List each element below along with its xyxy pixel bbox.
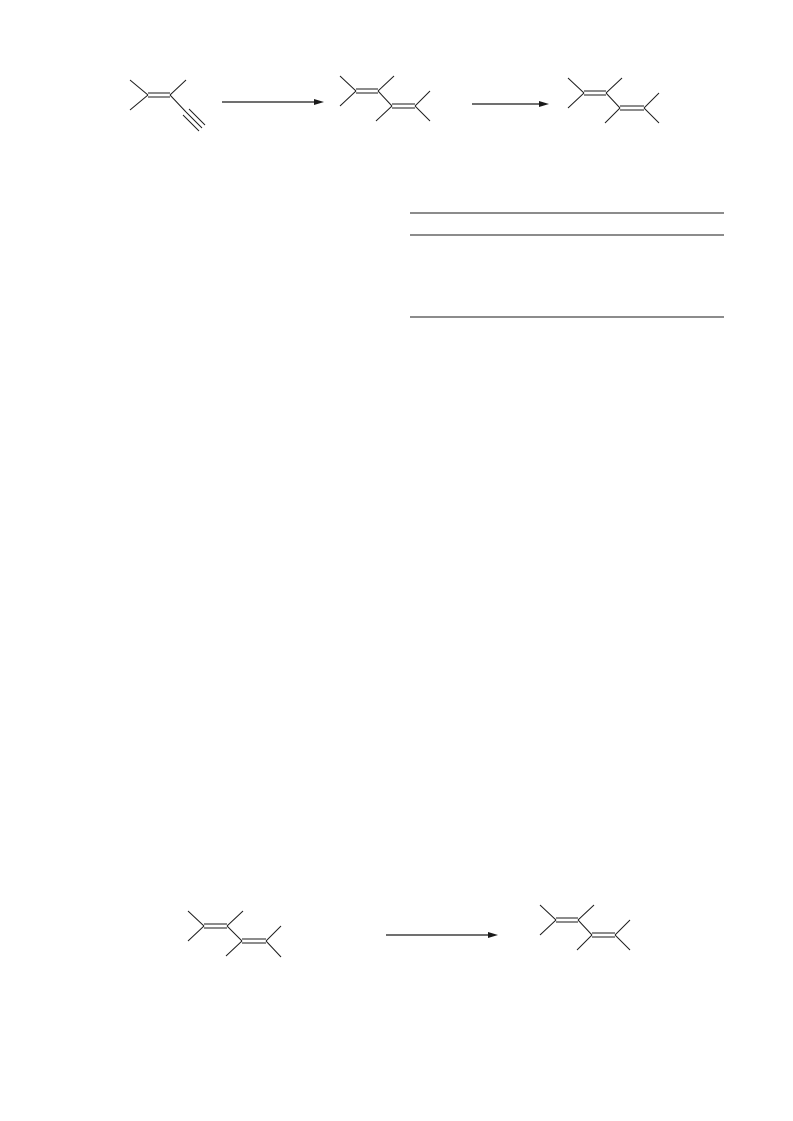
reaction-arrow	[386, 932, 498, 938]
methyl-bond	[188, 926, 204, 941]
methyl-bond	[266, 941, 281, 957]
methyl-bond	[606, 78, 622, 93]
methyl-bond	[226, 941, 242, 956]
diene-starting-molecule	[188, 911, 281, 957]
methyl-bond	[130, 80, 148, 95]
diene-intermediate-molecule	[340, 76, 430, 121]
diene-product-molecule	[568, 78, 659, 123]
methyl-bond	[540, 905, 556, 920]
methyl-bond	[266, 926, 281, 941]
diene-product-molecule	[540, 905, 630, 950]
methyl-bond	[378, 76, 394, 91]
methyl-bond	[615, 935, 630, 950]
methyl-bond	[540, 920, 556, 935]
single-bond	[578, 920, 592, 935]
single-bond	[227, 926, 242, 941]
reaction-arrow	[472, 101, 549, 107]
results-table	[410, 213, 724, 317]
methyl-bond	[568, 78, 584, 93]
enyne-molecule	[130, 80, 205, 131]
methyl-bond	[578, 905, 594, 920]
methyl-bond	[376, 106, 392, 121]
scheme-top	[130, 76, 659, 131]
methyl-bond	[188, 911, 204, 926]
methyl-bond	[227, 911, 243, 926]
methyl-bond	[644, 93, 659, 108]
methyl-bond	[415, 91, 430, 106]
methyl-bond	[605, 108, 620, 123]
methyl-bond	[615, 920, 630, 935]
single-bond	[170, 95, 186, 112]
scheme-bottom	[188, 905, 630, 957]
single-bond	[378, 91, 392, 106]
methyl-bond	[340, 76, 356, 91]
methyl-bond	[577, 935, 592, 950]
methyl-bond	[340, 91, 356, 106]
single-bond	[606, 93, 620, 108]
methyl-bond	[170, 80, 186, 95]
reaction-arrow	[222, 99, 324, 105]
methyl-bond	[568, 93, 584, 108]
methyl-bond	[130, 95, 148, 110]
methyl-bond	[415, 106, 430, 121]
methyl-bond	[644, 108, 659, 123]
